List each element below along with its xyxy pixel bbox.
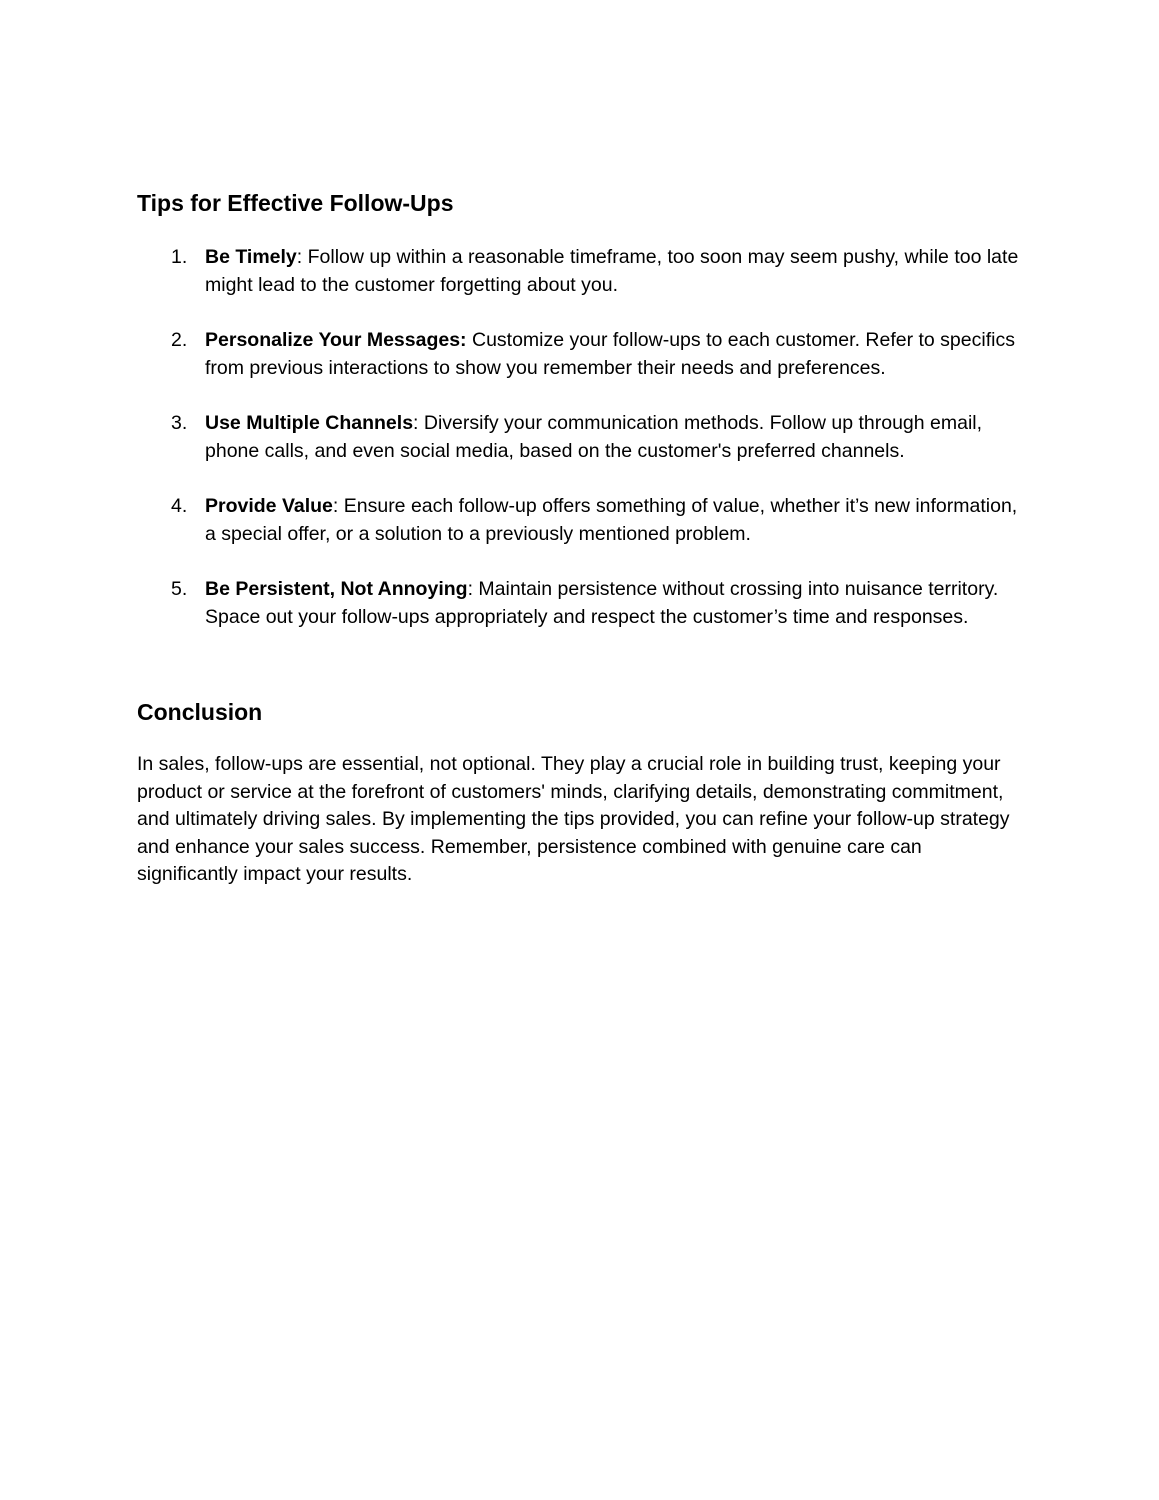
tips-heading: Tips for Effective Follow-Ups xyxy=(137,190,454,216)
tip-text: Customize your follow-ups to each customer. Refer to specifics from previous interactions to show you remember their needs and preferences. xyxy=(205,329,1015,379)
tip-text: Ensure each follow-up offers something of value, whether it’s new information, a special offer, or a solution to a previously mentioned problem. xyxy=(205,495,1018,545)
tip-item xyxy=(137,327,1027,382)
tip-item xyxy=(137,493,1027,548)
tip-item xyxy=(137,576,1027,631)
tip-title: Personalize Your Messages: xyxy=(205,329,467,351)
conclusion-heading: Conclusion xyxy=(137,699,263,725)
tip-number: 4. xyxy=(171,495,188,517)
tip-title: Provide Value xyxy=(205,495,333,517)
tip-number: 1. xyxy=(171,246,188,268)
tip-separator: : xyxy=(296,246,303,268)
tip-separator: : xyxy=(332,495,339,517)
tip-text: Maintain persistence without crossing into nuisance territory. Space out your follow-ups appropriately and respect the customer’s time and responses. xyxy=(205,578,999,628)
tip-title: Be Persistent, Not Annoying xyxy=(205,578,468,600)
tip-item xyxy=(137,244,1027,299)
tip-number: 2. xyxy=(171,329,188,351)
document-page xyxy=(137,188,1027,889)
tips-list xyxy=(137,244,1027,631)
conclusion-paragraph: In sales, follow-ups are essential, not optional. They play a crucial role in building trust, keeping your product or service at the forefront of customers' minds, clarifying details, demonstrating commitment, and ultimately driving sales. By implementing the tips provided, you can refine your follow-up strategy and enhance your sales success. Remember, persistence combined with genuine care can significantly impact your results. xyxy=(137,753,1010,885)
tip-number: 3. xyxy=(171,412,188,434)
tip-title: Be Timely xyxy=(205,246,297,268)
tip-text: Follow up within a reasonable timeframe, too soon may seem pushy, while too late might lead to the customer forgetting about you. xyxy=(205,246,1019,296)
tip-number: 5. xyxy=(171,578,188,600)
tip-separator: : xyxy=(467,578,473,600)
tip-text: Diversify your communication methods. Follow up through email, phone calls, and even social media, based on the customer's preferred channels. xyxy=(205,412,983,462)
tip-separator: : xyxy=(413,412,419,434)
tip-title: Use Multiple Channels xyxy=(205,412,414,434)
tip-item xyxy=(137,410,1027,465)
